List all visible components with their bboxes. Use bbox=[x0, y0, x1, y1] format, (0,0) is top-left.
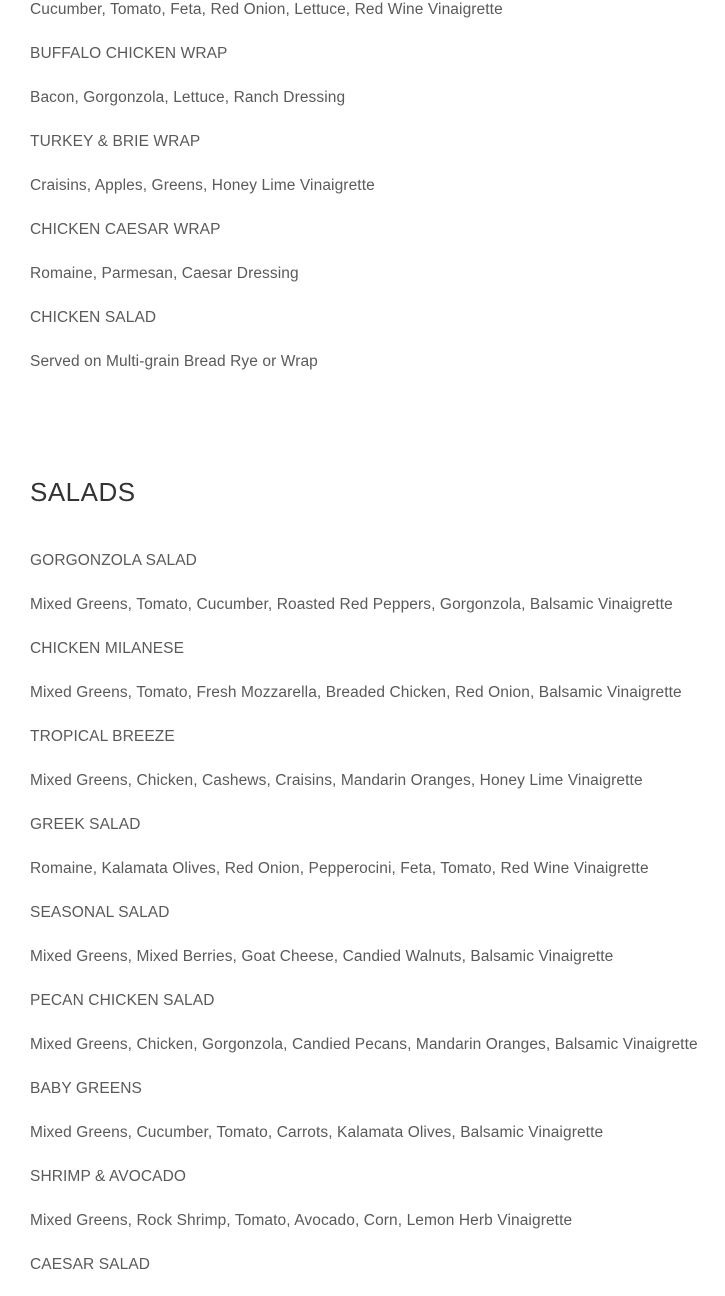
menu-item-description: Cucumber, Tomato, Feta, Red Onion, Lettuce, Red Wine Vinaigrette bbox=[30, 1, 503, 18]
menu-item-description: Served on Multi-grain Bread Rye or Wrap bbox=[30, 353, 318, 370]
menu-item-description: Craisins, Apples, Greens, Honey Lime Vinaigrette bbox=[30, 177, 375, 194]
menu-item-name: TURKEY & BRIE WRAP bbox=[30, 133, 201, 150]
menu-item-name: CHICKEN SALAD bbox=[30, 309, 157, 326]
menu-item-description: Mixed Greens, Chicken, Cashews, Craisins, Mandarin Oranges, Honey Lime Vinaigrette bbox=[30, 772, 643, 789]
section-title: SALADS bbox=[30, 477, 136, 507]
menu-item-description: Mixed Greens, Cucumber, Tomato, Carrots, Kalamata Olives, Balsamic Vinaigrette bbox=[30, 1124, 604, 1141]
menu-item-description: Bacon, Gorgonzola, Lettuce, Ranch Dressing bbox=[30, 89, 346, 106]
menu-item-name: CAESAR SALAD bbox=[30, 1256, 151, 1273]
menu-item-description: Mixed Greens, Tomato, Cucumber, Roasted Red Peppers, Gorgonzola, Balsamic Vinaigrette bbox=[30, 596, 673, 613]
menu-item-description: Mixed Greens, Chicken, Gorgonzola, Candied Pecans, Mandarin Oranges, Balsamic Vinaigrette bbox=[30, 1036, 698, 1053]
menu-item-name: SHRIMP & AVOCADO bbox=[30, 1168, 187, 1185]
menu-item-name: BABY GREENS bbox=[30, 1080, 142, 1097]
menu-item-name: BUFFALO CHICKEN WRAP bbox=[30, 45, 228, 62]
menu-item-name: SEASONAL SALAD bbox=[30, 904, 170, 921]
menu-item-name: CHICKEN CAESAR WRAP bbox=[30, 221, 221, 238]
menu-item-name: GORGONZOLA SALAD bbox=[30, 552, 197, 569]
menu-item-name: TROPICAL BREEZE bbox=[30, 728, 175, 745]
menu-item-name: PECAN CHICKEN SALAD bbox=[30, 992, 215, 1009]
menu-item-description: Romaine, Parmesan, Caesar Dressing bbox=[30, 265, 299, 282]
menu-item-description: Romaine, Kalamata Olives, Red Onion, Pepperocini, Feta, Tomato, Red Wine Vinaigrette bbox=[30, 860, 649, 877]
menu-item-description: Mixed Greens, Rock Shrimp, Tomato, Avocado, Corn, Lemon Herb Vinaigrette bbox=[30, 1212, 573, 1229]
menu-item-name: GREEK SALAD bbox=[30, 816, 141, 833]
menu-item-description: Mixed Greens, Mixed Berries, Goat Cheese, Candied Walnuts, Balsamic Vinaigrette bbox=[30, 948, 614, 965]
menu-item-description: Mixed Greens, Tomato, Fresh Mozzarella, Breaded Chicken, Red Onion, Balsamic Vinaigrette bbox=[30, 684, 682, 701]
menu-item-name: CHICKEN MILANESE bbox=[30, 640, 185, 657]
